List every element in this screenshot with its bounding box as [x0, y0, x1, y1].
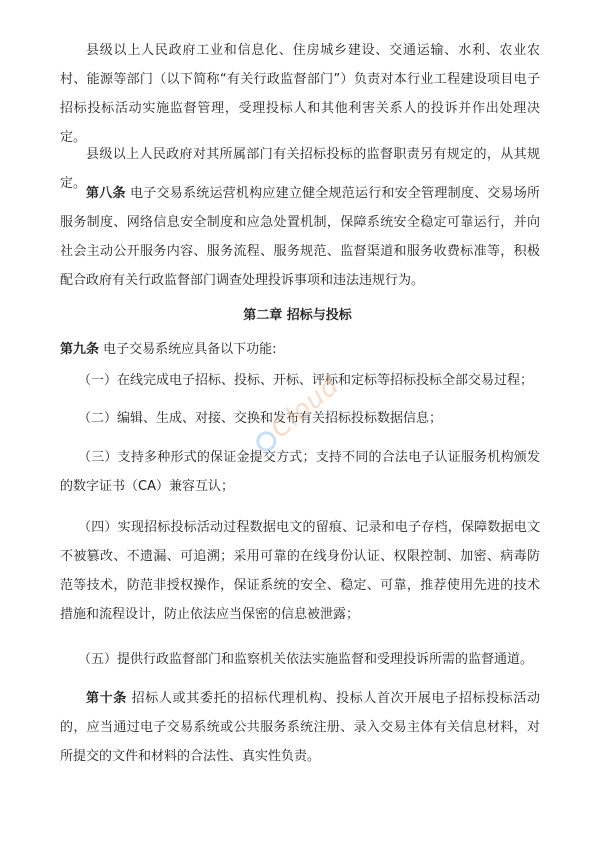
- article-8: [60, 179, 540, 295]
- paragraph-government-duties: 县级以上人民政府对其所属部门有关招标投标的监督职责另有规定的，从其规定。: [60, 147, 540, 191]
- article-8-label: 第八条: [86, 186, 126, 201]
- list-item-3: （三）支持多种形式的保证金提交方式；支持不同的合法电子认证服务机构颁发的数字证书（CA）兼容互认；: [60, 450, 540, 494]
- article-10: [60, 684, 540, 771]
- watermark-text: Cloud: [265, 370, 346, 445]
- article-9-text: 电子交易系统应具备以下功能:: [99, 342, 277, 357]
- list-item-5: （五）提供行政监督部门和监察机关依法实施监督和受理投诉所需的监督通道。: [78, 652, 534, 667]
- list-item-1: （一）在线完成电子招标、投标、开标、评标和定标等招标投标全部交易过程；: [78, 373, 534, 388]
- list-item-4: （四）实现招标投标活动过程数据电文的留痕、记录和电子存档，保障数据电文不被篡改、不遗漏、可追溯；采用可靠的在线身份认证、权限控制、加密、病毒防范等技术，防范非授权操作，保证系统的安全、稳定、可靠，推荐使用先进的技术措施和流程设计，防止依法应当保密的信息被泄露；: [60, 520, 540, 622]
- article-9-label: 第九条: [60, 342, 100, 357]
- article-10-label: 第十条: [86, 691, 127, 706]
- paragraph-supervision-departments: 县级以上人民政府工业和信息化、住房城乡建设、交通运输、水利、农业农村、能源等部门（以下简称“有关行政监督部门”）负责对本行业工程建设项目电子招标投标活动实施监督管理，受理投标人和其他利害关系人的投诉并作出处理决定。: [60, 43, 540, 145]
- article-10-text: 招标人或其委托的招标代理机构、投标人首次开展电子招标投标活动的，应当通过电子交易系统或公共服务系统注册、录入交易主体有关信息材料，对所提交的文件和材料的合法性、真实性负责。: [60, 691, 540, 764]
- list-item-2: （二）编辑、生成、对接、交换和发布有关招标投标数据信息；: [78, 411, 443, 426]
- article-8-text: 电子交易系统运营机构应建立健全规范运行和安全管理制度、交易场所服务制度、网络信息安全制度和应急处置机制，保障系统安全稳定可靠运行，并向社会主动公开服务内容、服务流程、服务规范、监督渠道和服务收费标准等，积极配合政府有关行政监督部门调查处理投诉事项和违法违规行为。: [60, 186, 540, 288]
- article-9: [60, 335, 540, 364]
- chapter-2-heading: 第二章 招标与投标: [243, 308, 352, 323]
